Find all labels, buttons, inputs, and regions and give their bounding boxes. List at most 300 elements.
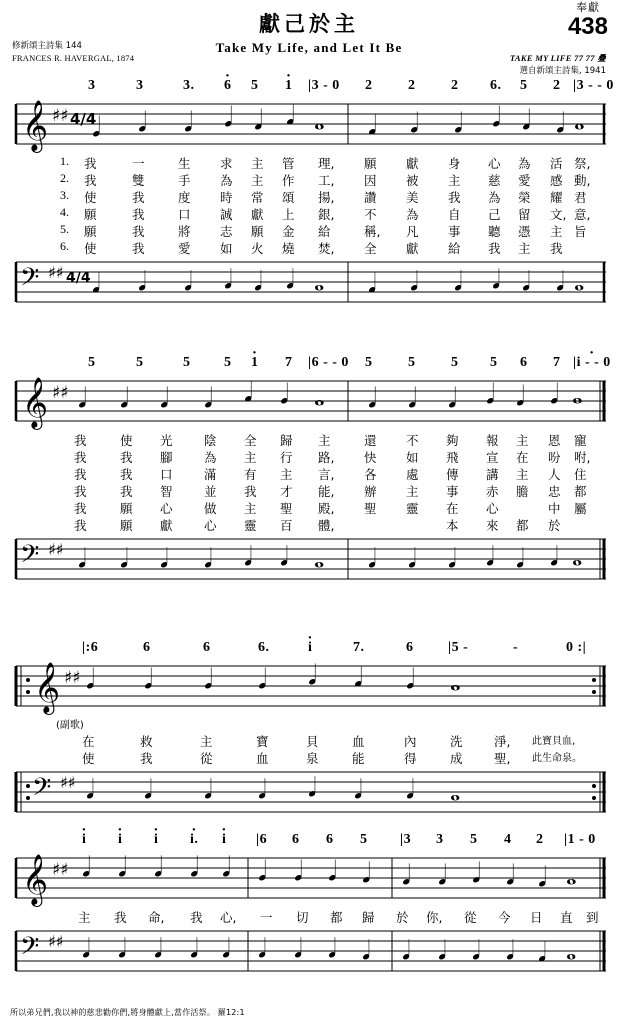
- lyric-word: 中: [548, 501, 561, 516]
- svg-text:𝅘𝅥: 𝅘𝅥: [368, 544, 377, 574]
- svg-text:𝅘𝅥: 𝅘𝅥: [354, 775, 363, 805]
- lyric-row-verse-5: [8, 222, 610, 239]
- svg-text:𝅘𝅥: 𝅘𝅥: [492, 102, 501, 133]
- lyric-word: 使: [120, 433, 133, 448]
- lyric-word: 成: [450, 751, 463, 766]
- treble-clef-icon: 𝄞: [22, 377, 49, 428]
- time-signature-numerator: 4/4: [70, 110, 97, 128]
- staff-lower-2: [8, 533, 610, 587]
- num-cell: 5: [365, 355, 373, 370]
- lyric-word: 我: [132, 241, 145, 256]
- page-title-english: Take My Life, and Let It Be: [215, 40, 403, 55]
- num-cell: 4: [504, 832, 512, 847]
- lyric-word: 主: [550, 224, 563, 239]
- num-cell: |:6: [82, 640, 99, 655]
- num-cell: 6: [203, 640, 211, 655]
- staff-svg: [8, 850, 610, 908]
- svg-text:𝅘𝅥: 𝅘𝅥: [556, 108, 565, 139]
- lyric-word: 主: [78, 910, 91, 925]
- svg-text:𝅘𝅥: 𝅘𝅥: [154, 934, 163, 964]
- music-system-1: [8, 78, 614, 310]
- lyric-word: 報: [486, 433, 499, 448]
- num-cell: 6: [406, 640, 414, 655]
- staff-svg: [8, 96, 610, 154]
- svg-text:𝅘𝅥: 𝅘𝅥: [362, 858, 371, 889]
- svg-text:𝅝: 𝅝: [314, 544, 325, 574]
- lyric-word: 獻: [160, 518, 173, 533]
- lyric-word: 血: [256, 751, 269, 766]
- lyric-word: 淨,: [494, 734, 511, 749]
- num-cell: 3: [88, 78, 96, 93]
- lyric-word: 人: [548, 467, 561, 482]
- lyric-word: 動,: [574, 173, 591, 188]
- lyric-word: 願: [84, 224, 97, 239]
- lyric-word: 來: [486, 518, 499, 533]
- lyric-word: 我: [74, 484, 87, 499]
- credit-author: FRANCES R. HAVERGAL, 1874: [12, 53, 135, 64]
- verse-number: 6.: [60, 239, 69, 253]
- lyric-word: 主: [518, 241, 531, 256]
- svg-text:𝅘𝅥: 𝅘𝅥: [244, 377, 253, 408]
- lyric-word: 本: [446, 518, 459, 533]
- svg-text:𝅘𝅥: 𝅘𝅥: [406, 664, 415, 695]
- lyric-word: 愛: [178, 241, 191, 256]
- num-cell: · 1: [285, 78, 293, 94]
- lyric-word: 使: [84, 241, 97, 256]
- num-cell: 6: [520, 355, 528, 370]
- lyric-word: 主: [244, 501, 257, 516]
- page-title-chinese: 獻己於主: [259, 12, 359, 36]
- lyric-word: 焚,: [318, 241, 335, 256]
- svg-text:𝅝: 𝅝: [314, 105, 325, 136]
- num-cell: 5: [224, 355, 232, 370]
- lyric-row-verse-4: [8, 482, 610, 499]
- lyric-word: 雙: [132, 173, 145, 188]
- num-cell: 5: [451, 355, 459, 370]
- lyric-word: 我: [550, 241, 563, 256]
- svg-text:𝅝: 𝅝: [314, 267, 325, 297]
- lyric-word: 於: [548, 518, 561, 533]
- svg-text:𝅘𝅥: 𝅘𝅥: [258, 664, 267, 695]
- lyric-word: 你,: [426, 910, 443, 925]
- svg-text:𝅘𝅥: 𝅘𝅥: [160, 383, 169, 414]
- lyric-word: 體,: [318, 518, 335, 533]
- svg-text:𝅘𝅥: 𝅘𝅥: [402, 936, 411, 966]
- num-cell: 5: [408, 355, 416, 370]
- svg-text:𝅘𝅥: 𝅘𝅥: [258, 934, 267, 964]
- key-signature-sharps: ♯♯: [52, 860, 69, 880]
- lyric-word: 我: [132, 224, 145, 239]
- lyric-word: 榮: [518, 190, 531, 205]
- num-cell: · i.: [190, 832, 198, 848]
- staff-svg: [8, 373, 610, 431]
- refrain-label-row: [8, 716, 610, 732]
- lyric-word: 歸: [362, 910, 375, 925]
- lyric-word: 救: [140, 734, 153, 749]
- lyric-word: 全: [244, 433, 257, 448]
- num-cell: 5: [183, 355, 191, 370]
- lyric-word: 都: [330, 910, 343, 925]
- lyric-word: 泉: [306, 751, 319, 766]
- lyric-word: 如: [406, 450, 419, 465]
- num-cell: 2: [536, 832, 544, 847]
- svg-text:𝅘𝅥: 𝅘𝅥: [190, 934, 199, 964]
- lyric-word: 我: [132, 190, 145, 205]
- lyric-word: 作: [282, 173, 295, 188]
- lyric-word: 文,: [550, 207, 567, 222]
- svg-text:𝅘𝅥: 𝅘𝅥: [506, 860, 515, 891]
- lyric-word: 常: [251, 190, 264, 205]
- svg-text:𝅘𝅥: 𝅘𝅥: [138, 267, 147, 297]
- lyric-word: 時: [220, 190, 233, 205]
- lyric-word: 聽: [488, 224, 501, 239]
- svg-text:𝅘𝅥: 𝅘𝅥: [222, 934, 231, 964]
- svg-text:𝅘𝅥: 𝅘𝅥: [472, 936, 481, 966]
- svg-text:𝅘𝅥: 𝅘𝅥: [118, 934, 127, 964]
- number-notation-row-4: [8, 832, 610, 850]
- lyric-word: 主: [318, 433, 331, 448]
- lyric-word: 心: [204, 518, 217, 533]
- lyric-word: 血: [352, 734, 365, 749]
- lyric-word: 一: [260, 910, 273, 925]
- num-cell: 5: [251, 78, 259, 93]
- lyric-word: 我: [120, 484, 133, 499]
- lyric-word: 心,: [220, 910, 237, 925]
- lyric-word: 寵: [574, 433, 587, 448]
- svg-text:𝅘𝅥: 𝅘𝅥: [448, 544, 457, 574]
- lyric-word: 主: [406, 484, 419, 499]
- lyric-word: 路,: [318, 450, 335, 465]
- verse-number: 5.: [60, 222, 69, 236]
- staff-lower-3: [8, 766, 610, 820]
- svg-text:𝅘𝅥: 𝅘𝅥: [486, 542, 495, 572]
- lyric-word: 我: [74, 518, 87, 533]
- lyric-word: 為: [406, 207, 419, 222]
- svg-text:𝅘𝅥: 𝅘𝅥: [222, 852, 231, 883]
- lyric-word: 辦: [364, 484, 377, 499]
- svg-text:𝅘𝅥: 𝅘𝅥: [160, 544, 169, 574]
- scripture-footnote: 所以弟兄們,我以神的慈悲勸你們,將身體獻上,當作活祭。 羅12:1: [10, 1008, 245, 1017]
- lyric-word: 為: [488, 190, 501, 205]
- lyric-word: 燒: [282, 241, 295, 256]
- lyric-word: 傳: [446, 467, 459, 482]
- svg-text:𝅘𝅥: 𝅘𝅥: [538, 938, 547, 968]
- music-system-3-refrain: [8, 640, 610, 820]
- lyric-word: 我: [74, 433, 87, 448]
- svg-text:𝅘𝅥: 𝅘𝅥: [286, 265, 295, 295]
- svg-text:𝅝: 𝅝: [574, 267, 585, 297]
- lyric-word: 全: [364, 241, 377, 256]
- bass-clef-icon: 𝄢: [32, 773, 52, 808]
- lyric-word: 手: [178, 173, 191, 188]
- svg-text:𝅘𝅥: 𝅘𝅥: [438, 936, 447, 966]
- lyric-word: 理,: [318, 156, 335, 171]
- lyric-word: 直: [560, 910, 573, 925]
- staff-lower-1: [8, 256, 610, 310]
- svg-text:𝅘𝅥: 𝅘𝅥: [328, 856, 337, 887]
- svg-text:𝅘𝅥: 𝅘𝅥: [368, 269, 377, 299]
- lyric-word: 有: [244, 467, 257, 482]
- num-cell: 2: [408, 78, 416, 93]
- lyric-word: 日: [530, 910, 543, 925]
- lyric-word: 主: [200, 734, 213, 749]
- svg-text:𝅘𝅥: 𝅘𝅥: [402, 860, 411, 891]
- lyric-word: 我: [84, 173, 97, 188]
- lyric-word: 被: [406, 173, 419, 188]
- lyric-word: 事: [446, 484, 459, 499]
- number-notation-row-2: [8, 355, 610, 373]
- svg-text:𝅘𝅥: 𝅘𝅥: [368, 110, 377, 141]
- lyric-word: 慈: [488, 173, 501, 188]
- svg-text:𝅘𝅥: 𝅘𝅥: [472, 858, 481, 889]
- lyric-word: 寶: [256, 734, 269, 749]
- lyric-word: 住: [574, 467, 587, 482]
- lyric-word: 在: [82, 734, 95, 749]
- lyric-word: 從: [464, 910, 477, 925]
- lyric-word: 靈: [244, 518, 257, 533]
- lyric-word: 我: [132, 207, 145, 222]
- lyric-word: 從: [200, 751, 213, 766]
- lyric-word: 為: [518, 156, 531, 171]
- music-system-2: [8, 355, 610, 587]
- time-signature: 4/4: [66, 270, 91, 286]
- treble-clef-icon: 𝄞: [34, 662, 61, 713]
- svg-text:𝅘𝅥: 𝅘𝅥: [354, 662, 363, 693]
- lyric-word: 才: [280, 484, 293, 499]
- lyric-word: 身: [448, 156, 461, 171]
- svg-text:𝅘𝅥: 𝅘𝅥: [92, 269, 101, 299]
- lyric-row-verse-3: [8, 188, 610, 205]
- num-cell: |3 - - 0: [573, 78, 614, 93]
- lyric-word: 頌: [282, 190, 295, 205]
- staff-lower-4: [8, 925, 610, 979]
- lyric-word: 願: [120, 518, 133, 533]
- svg-text:𝅘𝅥: 𝅘𝅥: [118, 852, 127, 883]
- lyric-word: 靈: [406, 501, 419, 516]
- svg-text:𝅘𝅥: 𝅘𝅥: [204, 775, 213, 805]
- svg-text:𝅘𝅥: 𝅘𝅥: [78, 544, 87, 574]
- svg-text:𝅘𝅥: 𝅘𝅥: [254, 105, 263, 136]
- svg-text:𝅘𝅥: 𝅘𝅥: [204, 544, 213, 574]
- bass-clef-icon: 𝄢: [20, 932, 40, 967]
- num-cell: -: [513, 640, 519, 655]
- lyric-word: 口: [178, 207, 191, 222]
- svg-text:𝅘𝅥: 𝅘𝅥: [454, 267, 463, 297]
- num-cell: 7: [553, 355, 561, 370]
- num-cell: 3: [436, 832, 444, 847]
- num-cell: 2: [365, 78, 373, 93]
- lyric-word: 意,: [574, 207, 591, 222]
- lyric-word: 君: [574, 190, 587, 205]
- lyric-word: 工,: [318, 173, 335, 188]
- refrain-label: (副歌): [56, 720, 84, 731]
- num-cell: 6: [292, 832, 300, 847]
- key-signature-sharps: ♯♯: [60, 773, 76, 792]
- svg-text:𝅘𝅥: 𝅘𝅥: [556, 267, 565, 297]
- lyric-word: 各: [364, 467, 377, 482]
- svg-text:𝅘𝅥: 𝅘𝅥: [308, 660, 317, 691]
- note-group: [78, 377, 583, 414]
- lyric-row-verse-2: [8, 448, 610, 465]
- lyric-word: 如: [220, 241, 233, 256]
- key-signature-sharps: ♯♯: [52, 106, 69, 126]
- num-cell: 5: [360, 832, 368, 847]
- lyric-word: 將: [178, 224, 191, 239]
- lyric-word-small: 此生命泉。: [532, 753, 582, 764]
- lyric-word: 口: [160, 467, 173, 482]
- lyric-word: 飛: [446, 450, 459, 465]
- lyric-row-verse-5: [8, 499, 610, 516]
- lyric-word: 都: [516, 518, 529, 533]
- num-cell: · i: [118, 832, 122, 848]
- lyric-word: 度: [178, 190, 191, 205]
- bass-clef-icon: 𝄢: [20, 263, 40, 298]
- lyric-word: 聖,: [494, 751, 511, 766]
- svg-text:𝅘𝅥: 𝅘𝅥: [280, 542, 289, 572]
- svg-text:𝅘𝅥: 𝅘𝅥: [410, 108, 419, 139]
- lyric-word: 我: [488, 241, 501, 256]
- lyric-row-verse-3: [8, 465, 610, 482]
- lyric-word: 心: [488, 156, 501, 171]
- lyric-word: 己: [488, 207, 501, 222]
- lyric-word: 志: [220, 224, 233, 239]
- svg-text:𝅘𝅥: 𝅘𝅥: [92, 112, 101, 143]
- lyric-word: 願: [364, 156, 377, 171]
- lyric-word-small: 此寶貝血,: [532, 736, 576, 747]
- lyric-word: 主: [251, 156, 264, 171]
- lyric-word: 我: [140, 751, 153, 766]
- lyric-word: 使: [84, 190, 97, 205]
- num-cell: |3: [400, 832, 412, 847]
- svg-text:𝅝: 𝅝: [572, 379, 583, 410]
- svg-text:𝅘𝅥: 𝅘𝅥: [406, 775, 415, 805]
- num-cell: 5: [520, 78, 528, 93]
- lyric-word: 到: [586, 910, 599, 925]
- lyric-word: 銀,: [318, 207, 335, 222]
- num-cell: · 6: [224, 78, 232, 94]
- lyric-word: 金: [282, 224, 295, 239]
- num-cell: 2: [451, 78, 459, 93]
- hymn-number: 438: [567, 12, 608, 40]
- lyric-word: 誠: [220, 207, 233, 222]
- svg-text:𝅘𝅥: 𝅘𝅥: [522, 105, 531, 136]
- svg-text:𝅘𝅥: 𝅘𝅥: [120, 544, 129, 574]
- svg-text:𝅘𝅥: 𝅘𝅥: [120, 383, 129, 414]
- svg-text:𝅝: 𝅝: [574, 105, 585, 136]
- num-cell: · 1: [251, 355, 259, 371]
- lyric-word: 言,: [318, 467, 335, 482]
- lyric-word: 讚: [364, 190, 377, 205]
- lyric-word: 自: [448, 207, 461, 222]
- svg-text:𝅘𝅥: 𝅘𝅥: [522, 267, 531, 297]
- lyric-word: 給: [318, 224, 331, 239]
- lyric-word: 在: [446, 501, 459, 516]
- lyric-word: 能: [352, 751, 365, 766]
- lyric-word: 心: [160, 501, 173, 516]
- svg-text:𝅘𝅥: 𝅘𝅥: [280, 379, 289, 410]
- num-cell: |1 - 0: [564, 832, 596, 847]
- svg-text:𝅘𝅥: 𝅘𝅥: [308, 773, 317, 803]
- lyric-word: 智: [160, 484, 173, 499]
- svg-text:𝅘𝅥: 𝅘𝅥: [294, 934, 303, 964]
- num-cell: 7: [285, 355, 293, 370]
- lyrics-block-3: [8, 716, 610, 766]
- lyric-word: 獻: [251, 207, 264, 222]
- svg-text:𝅘𝅥: 𝅘𝅥: [184, 267, 193, 297]
- lyric-row-refrain-2: [8, 749, 610, 766]
- num-cell: 5: [470, 832, 478, 847]
- svg-text:𝅘𝅥: 𝅘𝅥: [224, 265, 233, 295]
- lyric-word: 講: [486, 467, 499, 482]
- lyric-row-verse-1: [8, 154, 610, 171]
- lyric-word: 在: [516, 450, 529, 465]
- lyric-word: 我: [74, 501, 87, 516]
- svg-text:𝅘𝅥: 𝅘𝅥: [184, 107, 193, 138]
- svg-text:𝅘𝅥: 𝅘𝅥: [86, 775, 95, 805]
- lyric-word: 使: [82, 751, 95, 766]
- lyric-word: 赤: [486, 484, 499, 499]
- lyric-word: 主: [280, 467, 293, 482]
- svg-text:𝅘𝅥: 𝅘𝅥: [244, 542, 253, 572]
- number-notation-row-3: [8, 640, 610, 658]
- lyric-row-verse-1: [8, 431, 610, 448]
- svg-text:𝅝: 𝅝: [572, 542, 583, 572]
- staff-upper-4: [8, 850, 610, 908]
- staff-upper-2: [8, 373, 610, 431]
- svg-text:𝅘𝅥: 𝅘𝅥: [486, 379, 495, 410]
- svg-text:𝅘𝅥: 𝅘𝅥: [538, 862, 547, 893]
- lyric-word: 百: [280, 518, 293, 533]
- svg-text:𝅘𝅥: 𝅘𝅥: [492, 265, 501, 295]
- lyric-word: 處: [406, 467, 419, 482]
- offering-label: 奉獻: [575, 1, 600, 14]
- lyric-row-verse-2: [8, 171, 610, 188]
- lyric-word: 祭,: [574, 156, 591, 171]
- svg-text:𝅘𝅥: 𝅘𝅥: [438, 860, 447, 891]
- lyric-row-verse-6: [8, 239, 610, 256]
- num-cell: |6 - - 0: [308, 355, 349, 370]
- lyric-word: 凡: [406, 224, 419, 239]
- lyrics-block-2: [8, 431, 610, 533]
- num-cell: 5: [136, 355, 144, 370]
- lyric-word: 一: [132, 156, 145, 171]
- svg-text:𝅘𝅥: 𝅘𝅥: [254, 267, 263, 297]
- lyric-word: 我: [448, 190, 461, 205]
- svg-text:𝅘𝅥: 𝅘𝅥: [362, 936, 371, 966]
- lyric-word: 吩: [548, 450, 561, 465]
- svg-text:𝅘𝅥: 𝅘𝅥: [410, 267, 419, 297]
- num-cell: |3 - 0: [308, 78, 340, 93]
- lyric-word: 事: [448, 224, 461, 239]
- staff-svg: [8, 533, 610, 587]
- lyric-word: 我: [190, 910, 203, 925]
- lyric-word: 夠: [446, 433, 459, 448]
- lyric-word: 我: [74, 467, 87, 482]
- lyric-word: 光: [160, 433, 173, 448]
- credit-source-collection: 修新頌主詩集 144: [12, 41, 82, 51]
- num-cell: 2: [553, 78, 561, 93]
- lyric-word: 管: [282, 156, 295, 171]
- lyric-word: 洗: [450, 734, 463, 749]
- num-cell: 6.: [490, 78, 502, 93]
- num-cell: 6: [143, 640, 151, 655]
- svg-text:𝅘𝅥: 𝅘𝅥: [368, 383, 377, 414]
- svg-text:𝅘𝅥: 𝅘𝅥: [258, 775, 267, 805]
- svg-text:𝅘𝅥: 𝅘𝅥: [328, 934, 337, 964]
- treble-clef-icon: 𝄞: [22, 100, 49, 151]
- lyric-word: 聖: [364, 501, 377, 516]
- number-notation-row-1: [8, 78, 614, 96]
